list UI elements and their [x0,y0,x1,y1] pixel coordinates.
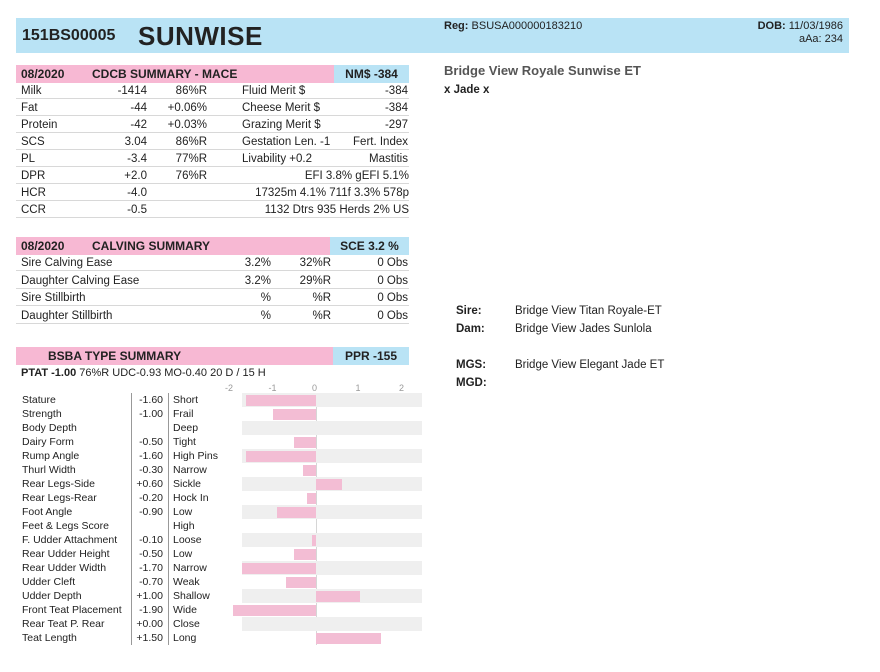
sire-name: Bridge View Titan Royale-ET [515,305,662,317]
type-trait-row [16,561,406,575]
bar-track [242,421,422,435]
trait-label: HCR [21,187,46,199]
index-label: 17325m 4.1% 711f 3.3% 578p [255,187,409,199]
calving-pct: % [260,309,271,322]
calving-obs: 0 Obs [377,309,408,322]
trait-label: Milk [21,85,42,97]
calving-rel: %R [312,292,331,304]
trait-name: Rear Udder Width [22,562,107,574]
trait-bar [233,605,316,616]
divider [168,393,169,645]
type-title: BSBA TYPE SUMMARY [48,349,182,363]
trait-name: Body Depth [22,422,77,434]
trait-description: Low [173,506,193,518]
trait-reliability: 86%R [175,136,207,148]
full-name: Bridge View Royale Sunwise ET [444,63,641,78]
trait-description: Close [173,618,200,630]
trait-name: Rear Legs-Rear [22,492,97,504]
ppr-badge: PPR -155 [333,347,409,365]
trait-name: Rear Teat P. Rear [22,618,105,630]
dam-name: Bridge View Jades Sunlola [515,323,652,335]
calving-label: Sire Calving Ease [21,257,113,269]
cdcb-row [16,168,409,184]
animal-name: SUNWISE [138,21,263,51]
trait-bar [294,549,316,560]
scale-tick-label: -1 [268,383,277,393]
trait-bar [246,451,316,462]
trait-reliability: +0.03% [167,119,207,131]
trait-name: Rear Legs-Side [22,478,95,490]
type-trait-row [16,449,406,463]
trait-description: High Pins [173,450,218,462]
cdcb-row [16,202,409,218]
trait-score: +0.00 [136,618,163,630]
type-trait-row [16,631,406,645]
trait-score: -0.50 [139,548,163,560]
cdcb-row [16,117,409,133]
trait-label: DPR [21,170,46,182]
cdcb-summary-header [16,65,409,83]
trait-name: Dairy Form [22,436,74,448]
index-label: 1132 Dtrs 935 Herds 2% US [264,204,409,216]
trait-reliability: 77%R [175,153,207,165]
trait-description: Hock In [173,492,209,504]
bar-track [242,533,422,547]
scale-tick-label: -2 [225,383,234,393]
trait-reliability: 76%R [175,170,207,182]
type-trait-row [16,533,406,547]
trait-description: Low [173,548,193,560]
registration: Reg: BSUSA000000183210 [444,20,583,32]
trait-label: CCR [21,204,46,216]
trait-bar [286,577,316,588]
type-trait-row [16,421,406,435]
calving-obs: 0 Obs [377,292,408,304]
cdcb-row [16,185,409,201]
calving-rel: 29%R [299,274,331,287]
type-trait-row [16,393,406,407]
trait-score: -0.20 [139,492,163,504]
calving-rel: 32%R [299,257,331,269]
trait-value: -0.5 [127,204,147,216]
calving-rel: %R [312,309,331,322]
trait-value: -1414 [117,85,147,97]
trait-value: -3.4 [127,153,147,165]
mgd-label: MGD: [456,377,487,389]
trait-description: High [173,520,195,532]
trait-score: -1.00 [139,408,163,420]
animal-id: 151BS00005 [22,27,116,44]
trait-name: Rump Angle [22,450,80,462]
mgs-name: Bridge View Elegant Jade ET [515,359,665,371]
trait-score: -0.70 [139,576,163,588]
trait-score: -0.50 [139,436,163,448]
trait-bar [277,507,316,518]
calving-label: Daughter Stillbirth [21,309,113,322]
calving-title: CALVING SUMMARY [92,239,210,253]
index-label: Grazing Merit $ [242,119,321,131]
type-trait-row [16,407,406,421]
divider [131,393,132,645]
calving-row [16,255,409,271]
bar-track [242,505,422,519]
type-trait-row [16,617,406,631]
trait-reliability: +0.06% [167,102,207,114]
trait-label: PL [21,153,36,165]
type-trait-row [16,463,406,477]
cdcb-row [16,83,409,99]
trait-label: Protein [21,119,58,131]
index-label: Fluid Merit $ [242,85,306,97]
trait-bar [273,409,317,420]
trait-score: -1.90 [139,604,163,616]
calving-pct: 3.2% [244,274,271,287]
trait-value: -44 [130,102,147,114]
cdcb-title: CDCB SUMMARY - MACE [92,67,238,81]
type-trait-row [16,505,406,519]
trait-label: SCS [21,136,45,148]
trait-description: Tight [173,436,196,448]
trait-bar [316,591,360,602]
index-label: Gestation Len. -1 [242,136,331,148]
calving-label: Sire Stillbirth [21,292,86,304]
index-label: EFI 3.8% gEFI 5.1% [304,170,409,182]
trait-description: Narrow [173,562,207,574]
calving-date: 08/2020 [21,239,65,253]
trait-description: Short [173,394,199,406]
trait-score: -1.60 [139,394,163,406]
cdcb-row [16,151,409,167]
trait-name: F. Udder Attachment [22,534,118,546]
date-of-birth: DOB: 11/03/1986 aAa: 234 [757,20,843,45]
trait-name: Udder Depth [22,590,82,602]
trait-description: Deep [173,422,199,434]
net-merit-badge: NM$ -384 [334,65,409,83]
trait-bar [294,437,316,448]
index-value: Fert. Index [353,136,408,148]
cross-line: x Jade x [444,84,490,96]
trait-name: Feet & Legs Score [22,520,109,532]
cdcb-date: 08/2020 [21,67,65,81]
index-value: -384 [384,102,408,114]
trait-score: +0.60 [136,478,163,490]
bar-track [242,463,422,477]
trait-value: 3.04 [124,136,147,148]
type-trait-row [16,477,406,491]
animal-header [16,18,849,53]
trait-description: Shallow [173,590,210,602]
trait-score: -0.90 [139,506,163,518]
trait-name: Stature [22,394,56,406]
trait-description: Narrow [173,464,207,476]
trait-bar [303,465,316,476]
bar-track [242,435,422,449]
calving-row [16,308,409,324]
trait-name: Udder Cleft [22,576,76,588]
type-trait-row [16,435,406,449]
type-trait-row [16,575,406,589]
trait-description: Long [173,632,197,644]
type-trait-row [16,519,406,533]
trait-bar [242,563,316,574]
sire-label: Sire: [456,305,482,317]
trait-score: -0.30 [139,464,163,476]
ptat-line: PTAT -1.00 76%R UDC-0.93 MO-0.40 20 D / 15 H [21,367,266,379]
trait-name: Rear Udder Height [22,548,110,560]
calving-row [16,290,409,306]
bar-track [242,407,422,421]
bar-track [242,547,422,561]
calving-obs: 0 Obs [377,257,408,269]
type-trait-row [16,491,406,505]
bar-track [242,617,422,631]
index-value: Mastitis [369,153,408,165]
calving-summary-header [16,237,409,255]
type-trait-row [16,589,406,603]
trait-score: +1.50 [136,632,163,644]
scale-tick-label: 1 [355,383,361,393]
trait-name: Teat Length [22,632,77,644]
trait-bar [246,395,316,406]
bar-track [242,491,422,505]
trait-bar [312,535,316,546]
index-value: -384 [384,85,408,97]
calving-row [16,273,409,289]
trait-score: -0.10 [139,534,163,546]
trait-value: +2.0 [124,170,147,182]
bar-track [242,519,422,533]
trait-description: Wide [173,604,197,616]
trait-score: -1.60 [139,450,163,462]
type-trait-row [16,547,406,561]
trait-name: Thurl Width [22,464,76,476]
index-label: Livability +0.2 [242,153,312,165]
aaa-code: aAa: 234 [798,33,843,45]
cdcb-row [16,134,409,150]
calving-pct: 3.2% [244,257,271,269]
dam-label: Dam: [456,323,485,335]
trait-reliability: 86%R [175,85,207,97]
trait-bar [316,633,381,644]
trait-name: Foot Angle [22,506,73,518]
index-value: -297 [384,119,408,131]
trait-value: -4.0 [127,187,147,199]
type-summary-header [16,347,409,365]
calving-label: Daughter Calving Ease [21,274,140,287]
trait-description: Weak [173,576,200,588]
trait-description: Sickle [173,478,202,490]
trait-name: Strength [22,408,62,420]
trait-description: Loose [173,534,202,546]
trait-value: -42 [130,119,147,131]
scale-tick-label: 2 [399,383,405,393]
trait-label: Fat [21,102,38,114]
trait-score: +1.00 [136,590,163,602]
trait-description: Frail [173,408,194,420]
index-label: Cheese Merit $ [242,102,320,114]
cdcb-row [16,100,409,116]
trait-bar [316,479,342,490]
trait-name: Front Teat Placement [22,604,122,616]
scale-tick-label: 0 [312,383,318,393]
bar-track [242,575,422,589]
calving-obs: 0 Obs [377,274,408,287]
calving-pct: % [260,292,271,304]
sce-badge: SCE 3.2 % [330,237,409,255]
trait-bar [307,493,316,504]
mgs-label: MGS: [456,359,487,371]
type-trait-row [16,603,406,617]
trait-score: -1.70 [139,562,163,574]
